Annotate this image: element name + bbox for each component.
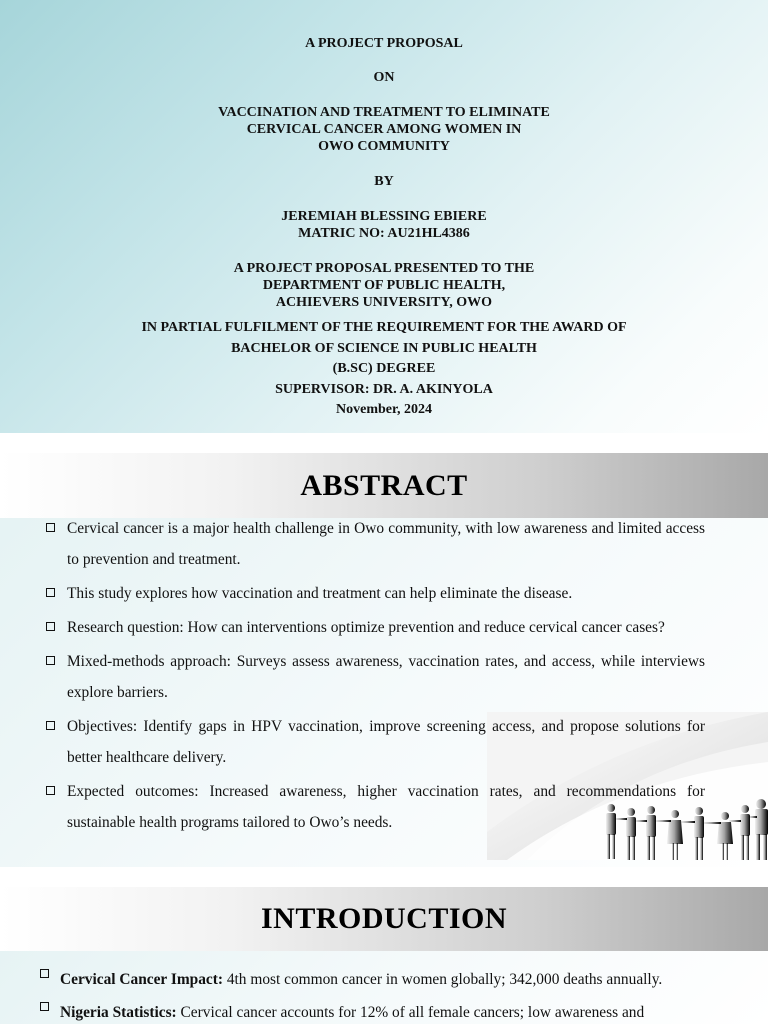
bullet-text: Cervical cancer is a major health challenge in Owo community, with low awareness and limited access to prevention and treatment. xyxy=(67,520,705,568)
presented-line: A PROJECT PROPOSAL PRESENTED TO THE xyxy=(233,261,535,276)
bullet-label: Cervical Cancer Impact: xyxy=(60,971,223,988)
bullet-text: This study explores how vaccination and treatment can help eliminate the disease. xyxy=(67,585,573,602)
award-block xyxy=(0,318,768,421)
checkbox-bullet-icon xyxy=(40,969,49,978)
list-item xyxy=(38,963,703,996)
degree-abbrev: (B.SC) DEGREE xyxy=(332,361,436,377)
date: November, 2024 xyxy=(336,402,432,418)
title-slide xyxy=(0,0,768,433)
introduction-bullet-list xyxy=(38,963,703,1024)
list-item xyxy=(44,646,705,708)
introduction-header-bar xyxy=(0,887,768,951)
checkbox-bullet-icon xyxy=(46,786,55,795)
list-item xyxy=(44,612,705,643)
list-item xyxy=(44,513,705,575)
checkbox-bullet-icon xyxy=(46,588,55,597)
matric-number: MATRIC NO: AU21HL4386 xyxy=(298,226,470,241)
checkbox-bullet-icon xyxy=(46,523,55,532)
topic-line: OWO COMMUNITY xyxy=(318,139,450,154)
checkbox-bullet-icon xyxy=(46,622,55,631)
checkbox-bullet-icon xyxy=(40,1002,49,1011)
list-item xyxy=(44,711,705,773)
bullet-text: Expected outcomes: Increased awareness, higher vaccination rates, and recommendations for sustainable health programs tailored to Owo’s needs. xyxy=(67,783,705,831)
proposal-on: ON xyxy=(373,70,395,85)
list-item xyxy=(38,996,703,1024)
introduction-slide xyxy=(0,887,768,1024)
bullet-text: Objectives: Identify gaps in HPV vaccination, improve screening access, and propose solutions for better healthcare delivery. xyxy=(67,718,705,766)
list-item xyxy=(44,578,705,609)
abstract-heading: ABSTRACT xyxy=(300,468,468,502)
presented-line: ACHIEVERS UNIVERSITY, OWO xyxy=(275,295,493,310)
abstract-header-bar xyxy=(0,453,768,518)
topic-line: VACCINATION AND TREATMENT TO ELIMINATE xyxy=(218,105,550,120)
bullet-text: Research question: How can interventions optimize prevention and reduce cervical cancer cases? xyxy=(67,619,665,636)
by-label: BY xyxy=(374,174,394,189)
abstract-slide xyxy=(0,453,768,867)
project-topic xyxy=(0,104,768,155)
introduction-heading: INTRODUCTION xyxy=(260,902,508,935)
checkbox-bullet-icon xyxy=(46,656,55,665)
slide-gap xyxy=(0,433,768,453)
presented-to xyxy=(0,260,768,311)
abstract-bullet-list xyxy=(44,513,705,841)
list-item xyxy=(44,776,705,838)
bullet-text: 4th most common cancer in women globally; 342,000 deaths annually. xyxy=(222,971,663,988)
author-name: JEREMIAH BLESSING EBIERE xyxy=(281,209,487,224)
proposal-heading: A PROJECT PROPOSAL xyxy=(305,36,463,51)
award-line: IN PARTIAL FULFILMENT OF THE REQUIREMENT FOR THE AWARD OF xyxy=(141,320,627,335)
supervisor: SUPERVISOR: DR. A. AKINYOLA xyxy=(275,381,493,397)
checkbox-bullet-icon xyxy=(46,721,55,730)
bullet-label: Nigeria Statistics: xyxy=(60,1004,177,1021)
author-block xyxy=(0,208,768,242)
bullet-text: Mixed-methods approach: Surveys assess awareness, vaccination rates, and access, while interviews explore barriers. xyxy=(67,653,705,701)
presented-line: DEPARTMENT OF PUBLIC HEALTH, xyxy=(262,278,506,293)
slide-gap xyxy=(0,867,768,887)
topic-line: CERVICAL CANCER AMONG WOMEN IN xyxy=(246,122,522,137)
degree-name: BACHELOR OF SCIENCE IN PUBLIC HEALTH xyxy=(231,340,537,356)
bullet-text: Cervical cancer accounts for 12% of all female cancers; low awareness and xyxy=(176,1004,645,1021)
